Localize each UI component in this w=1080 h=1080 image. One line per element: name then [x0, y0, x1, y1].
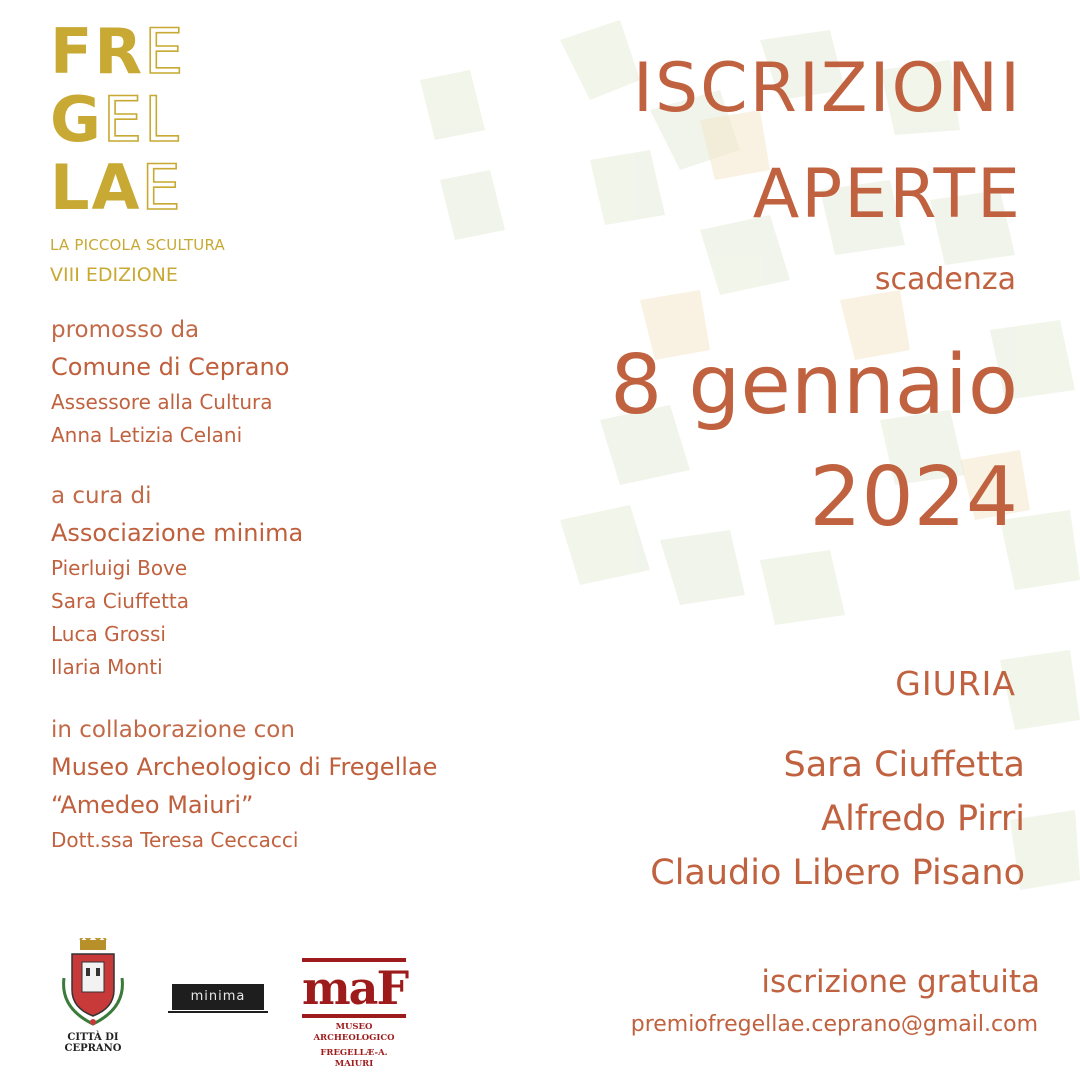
maf-caption-2: FREGELLÆ-A. MAIURI	[320, 1048, 388, 1069]
collab-person: Dott.ssa Teresa Ceccacci	[51, 828, 299, 852]
curated-org: Associazione minima	[51, 519, 304, 547]
maf-caption-1: MUSEO ARCHEOLOGICO	[313, 1022, 395, 1043]
logo-edition: VIII EDIZIONE	[50, 264, 178, 286]
minima-logo-underline	[168, 1011, 268, 1013]
curator-name: Ilaria Monti	[51, 655, 163, 679]
crest-caption: CITTÀ DI CEPRANO	[64, 1032, 122, 1054]
curator-name: Sara Ciuffetta	[51, 589, 190, 613]
ceprano-crest-logo	[48, 938, 138, 1054]
collab-org: Museo Archeologico di Fregellae	[51, 753, 438, 781]
logo-row-3: LAE	[50, 151, 183, 224]
promoted-line: Anna Letizia Celani	[51, 423, 243, 447]
free-registration-text: iscrizione gratuita	[761, 964, 1040, 1000]
deadline-label: scadenza	[874, 262, 1016, 297]
curator-name: Luca Grossi	[51, 622, 166, 646]
logo-wordmark	[50, 15, 250, 224]
jury-member: Alfredo Pirri	[821, 799, 1025, 839]
jury-member: Sara Ciuffetta	[783, 745, 1025, 785]
headline	[633, 36, 1022, 248]
promoted-org: Comune di Ceprano	[51, 353, 290, 381]
headline-line-1: ISCRIZIONI	[632, 49, 1022, 128]
jury-list	[650, 738, 1025, 900]
fregellae-logo	[50, 15, 250, 286]
maf-mark: maF	[302, 958, 406, 1018]
jury-member: Claudio Libero Pisano	[650, 853, 1025, 893]
curated-label: a cura di	[51, 483, 152, 509]
deadline-date-line-2: 2024	[809, 450, 1018, 545]
headline-line-2: APERTE	[752, 155, 1022, 234]
deadline-date	[610, 330, 1018, 554]
logo-row-2: GEL	[50, 83, 181, 156]
crest-icon	[58, 938, 128, 1026]
collab-label: in collaborazione con	[51, 717, 295, 743]
promoted-label: promosso da	[51, 317, 200, 343]
credits-column	[51, 312, 571, 857]
maf-museum-logo	[302, 958, 406, 1070]
contact-email: premiofregellae.ceprano@gmail.com	[630, 1012, 1038, 1037]
deadline-date-line-1: 8 gennaio	[610, 338, 1018, 433]
collab-org: “Amedeo Maiuri”	[51, 791, 254, 819]
promoted-line: Assessore alla Cultura	[51, 390, 273, 414]
curator-name: Pierluigi Bove	[51, 556, 188, 580]
logo-subtitle: LA PICCOLA SCULTURA	[50, 236, 225, 254]
logo-row-1: FRE	[50, 15, 186, 88]
minima-logo: minima	[172, 984, 264, 1010]
jury-label: GIURIA	[895, 664, 1016, 703]
